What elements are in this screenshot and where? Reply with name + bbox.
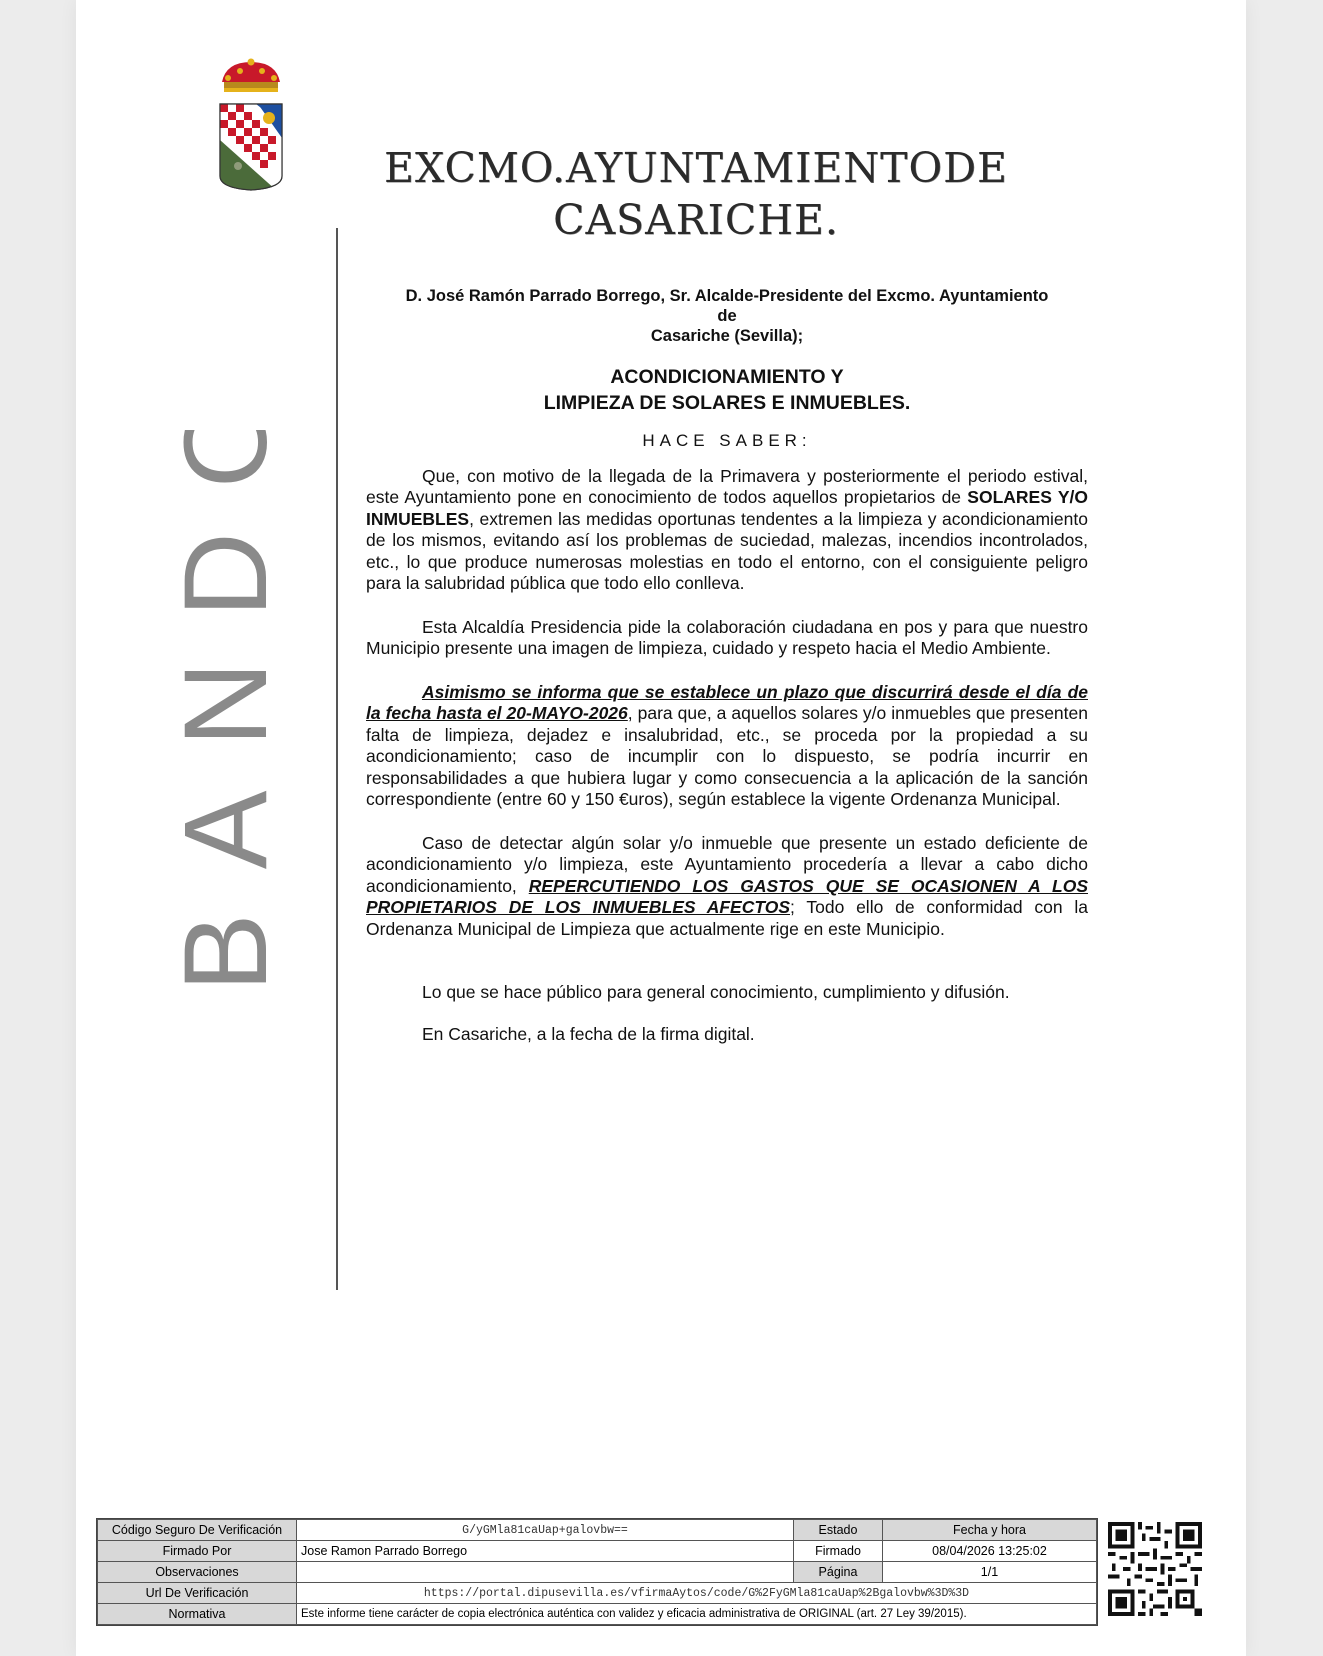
p1-text-b: , extremen las medidas oportunas tendentes a la limpieza y acondicionamiento de los mismos, evitando así los problemas de suciedad, malezas, incendios incontrolados, etc., lo que produce numerosas molestias en todo el entorno, con el consiguiente peligro para la salubridad pública que todo ello conlleva. — [366, 508, 1088, 593]
p3-emphasis: Asimismo se informa que se establece un plazo que discurrirá desde el día de la fecha hasta el 20-MAYO-2026 — [366, 681, 1088, 723]
subject-line-1: ACONDICIONAMIENTO Y — [610, 366, 844, 388]
document-page — [76, 0, 1246, 1656]
address-line-1: D. José Ramón Parrado Borrego, Sr. Alcalde-Presidente del Excmo. Ayuntamiento — [405, 287, 1049, 305]
table-row — [98, 1562, 1097, 1583]
estado-value: Firmado — [794, 1541, 883, 1562]
subject-heading — [366, 364, 1088, 416]
url-label: Url De Verificación — [98, 1583, 297, 1604]
vertical-divider — [336, 228, 338, 1290]
document-header-title — [366, 142, 1026, 246]
pagina-label: Página — [794, 1562, 883, 1583]
bando-side-word — [116, 430, 316, 1040]
address-line-3: Casariche (Sevilla); — [650, 327, 804, 345]
document-body — [366, 286, 1088, 1067]
fecha-value: 08/04/2026 13:25:02 — [883, 1541, 1097, 1562]
p3-text: , para que, a aquellos solares y/o inmuebles que presenten falta de limpieza, dejadez e insalubridad, etc., se proceda por la propiedad a su acondicionamiento; caso de incumplir con lo dispuesto, se podría incurrir en responsabilidades a que hubiera lugar y como consecuencia a la aplicación de la sanción correspondiente (entre 60 y 150 €uros), según establece la vigente Ordenanza Municipal. — [366, 703, 1088, 809]
coat-of-arms-icon — [216, 58, 286, 193]
firmado-label: Firmado Por — [98, 1541, 297, 1562]
verification-table — [96, 1518, 1098, 1626]
paragraph-1 — [366, 466, 1088, 595]
qr-code-icon — [1108, 1522, 1202, 1616]
paragraph-3 — [366, 682, 1088, 811]
paragraph-2: Esta Alcaldía Presidencia pide la colaboración ciudadana en pos y para que nuestro Municipio presente una imagen de limpieza, cuidado y respeto hacia el Medio Ambiente. — [366, 616, 1088, 658]
pagina-value: 1/1 — [883, 1562, 1097, 1583]
paragraph-4 — [366, 833, 1088, 941]
table-row — [98, 1541, 1097, 1562]
p4-text-a: Caso de detectar algún solar y/o inmueble que presente un estado deficiente de acondicionamiento y/o limpieza, este Ayuntamiento procedería a llevar a cabo dicho acondicionamiento, — [366, 832, 1088, 896]
paragraph-6: En Casariche, a la fecha de la firma digital. — [422, 1023, 755, 1044]
p1-text-a: Que, con motivo de la llegada de la Primavera y posteriormente el periodo estival, este Ayuntamiento pone en conocimiento de todos aquellos propietarios de — [366, 465, 1088, 507]
title-line-1: EXCMO.AYUNTAMIENTODE — [384, 144, 1008, 192]
table-row — [98, 1583, 1097, 1604]
hace-saber-heading: HACE SABER: — [642, 431, 812, 450]
title-line-2: CASARICHE. — [553, 196, 839, 244]
normativa-value: Este informe tiene carácter de copia electrónica auténtica con validez y eficacia administrativa de ORIGINAL (art. 27 Ley 39/2015). — [297, 1604, 1097, 1625]
csv-label: Código Seguro De Verificación — [98, 1520, 297, 1541]
url-value[interactable]: https://portal.dipusevilla.es/vfirmaAytos/code/G%2FyGMla81caUap%2Bgalovbw%3D%3D — [297, 1583, 1097, 1604]
bando-text: BANDO — [160, 430, 292, 992]
fecha-label: Fecha y hora — [883, 1520, 1097, 1541]
mayor-address — [366, 286, 1088, 346]
firmado-value: Jose Ramon Parrado Borrego — [297, 1541, 794, 1562]
observaciones-label: Observaciones — [98, 1562, 297, 1583]
subject-line-2: LIMPIEZA DE SOLARES E INMUEBLES. — [543, 392, 911, 414]
table-row — [98, 1604, 1097, 1625]
address-line-2: de — [717, 307, 737, 325]
p4-text-b: ; Todo ello de conformidad con la Ordenanza Municipal de Limpieza que actualmente rige en este Municipio. — [366, 897, 1088, 939]
observaciones-value — [297, 1562, 794, 1583]
paragraph-5: Lo que se hace público para general conocimiento, cumplimiento y difusión. — [422, 982, 1010, 1002]
p1-bold: SOLARES Y/O INMUEBLES — [366, 487, 1088, 529]
table-row — [98, 1520, 1097, 1541]
p4-emphasis: REPERCUTIENDO LOS GASTOS QUE SE OCASIONEN A LOS PROPIETARIOS DE LOS INMUEBLES AFECTOS — [366, 875, 1088, 917]
normativa-label: Normativa — [98, 1604, 297, 1625]
estado-label: Estado — [794, 1520, 883, 1541]
csv-value: G/yGMla81caUap+galovbw== — [297, 1520, 794, 1541]
